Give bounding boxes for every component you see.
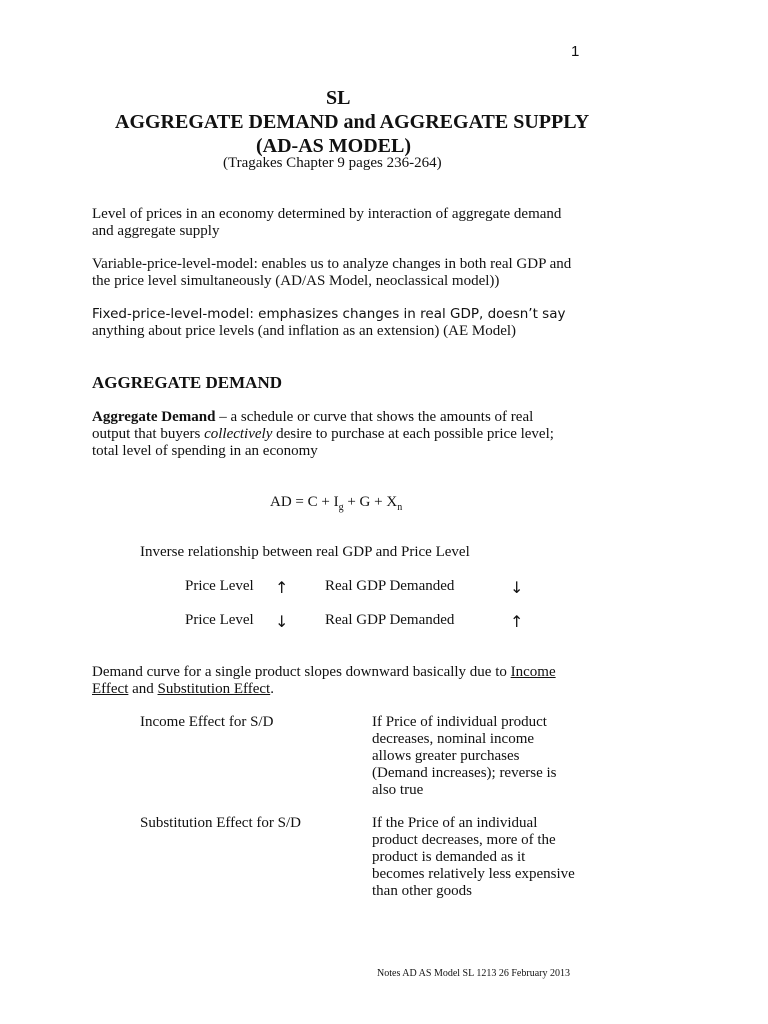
page-number: 1	[571, 43, 580, 60]
title-model: (AD-AS MODEL)	[256, 135, 411, 157]
paragraph-price-levels: Level of prices in an economy determined by interaction of aggregate demand and aggregate supply	[92, 206, 562, 239]
arrow-up-icon: ↑	[510, 612, 524, 631]
section-heading: AGGREGATE DEMAND	[92, 373, 282, 392]
substitution-effect-label: Substitution Effect for S/D	[140, 815, 301, 831]
row1-price-level: Price Level	[185, 578, 254, 594]
inverse-relationship-text: Inverse relationship between real GDP and Price Level	[140, 544, 470, 560]
title-reference: (Tragakes Chapter 9 pages 236-264)	[223, 155, 442, 171]
arrow-up-icon: ↑	[275, 578, 289, 597]
arrow-down-icon: ↓	[275, 612, 289, 631]
ad-equation: AD = $C + I_g + G + X_n$	[270, 494, 403, 513]
definition-term: Aggregate Demand	[92, 409, 216, 425]
paragraph-variable-model: Variable-price-level-model: enables us to analyze changes in both real GDP and the price level simultaneously (AD/AS Model, neoclassical model))	[92, 256, 572, 289]
paragraph-fixed-model: Fixed-price-level-model: emphasizes changes in real GDP, doesn’t say anything about price levels (and inflation as an extension) (AE Model)	[92, 306, 566, 339]
substitution-effect-description: If the Price of an individual product decreases, more of the product is demanded as it becomes relatively less expensive than other goods	[372, 815, 575, 899]
arrow-down-icon: ↓	[510, 578, 524, 597]
page-title: AGGREGATE DEMAND and AGGREGATE SUPPLY	[115, 111, 590, 133]
income-effect-description: If Price of individual product decreases, nominal income allows greater purchases (Demand increases); reverse is also true	[372, 714, 557, 798]
row2-real-gdp: Real GDP Demanded	[325, 612, 455, 628]
title-level: SL	[326, 87, 351, 109]
row1-real-gdp: Real GDP Demanded	[325, 578, 455, 594]
page-footer: Notes AD AS Model SL 1213 26 February 2013	[377, 968, 570, 979]
definition-aggregate-demand: Aggregate Demand – a schedule or curve that shows the amounts of real output that buyers collectively desire to purchase at each possible price level; total level of spending in an economy	[92, 409, 554, 459]
row2-price-level: Price Level	[185, 612, 254, 628]
income-effect-label: Income Effect for S/D	[140, 714, 274, 730]
paragraph-demand-curve: Demand curve for a single product slopes downward basically due to Income Effect and Substitution Effect.	[92, 664, 556, 697]
